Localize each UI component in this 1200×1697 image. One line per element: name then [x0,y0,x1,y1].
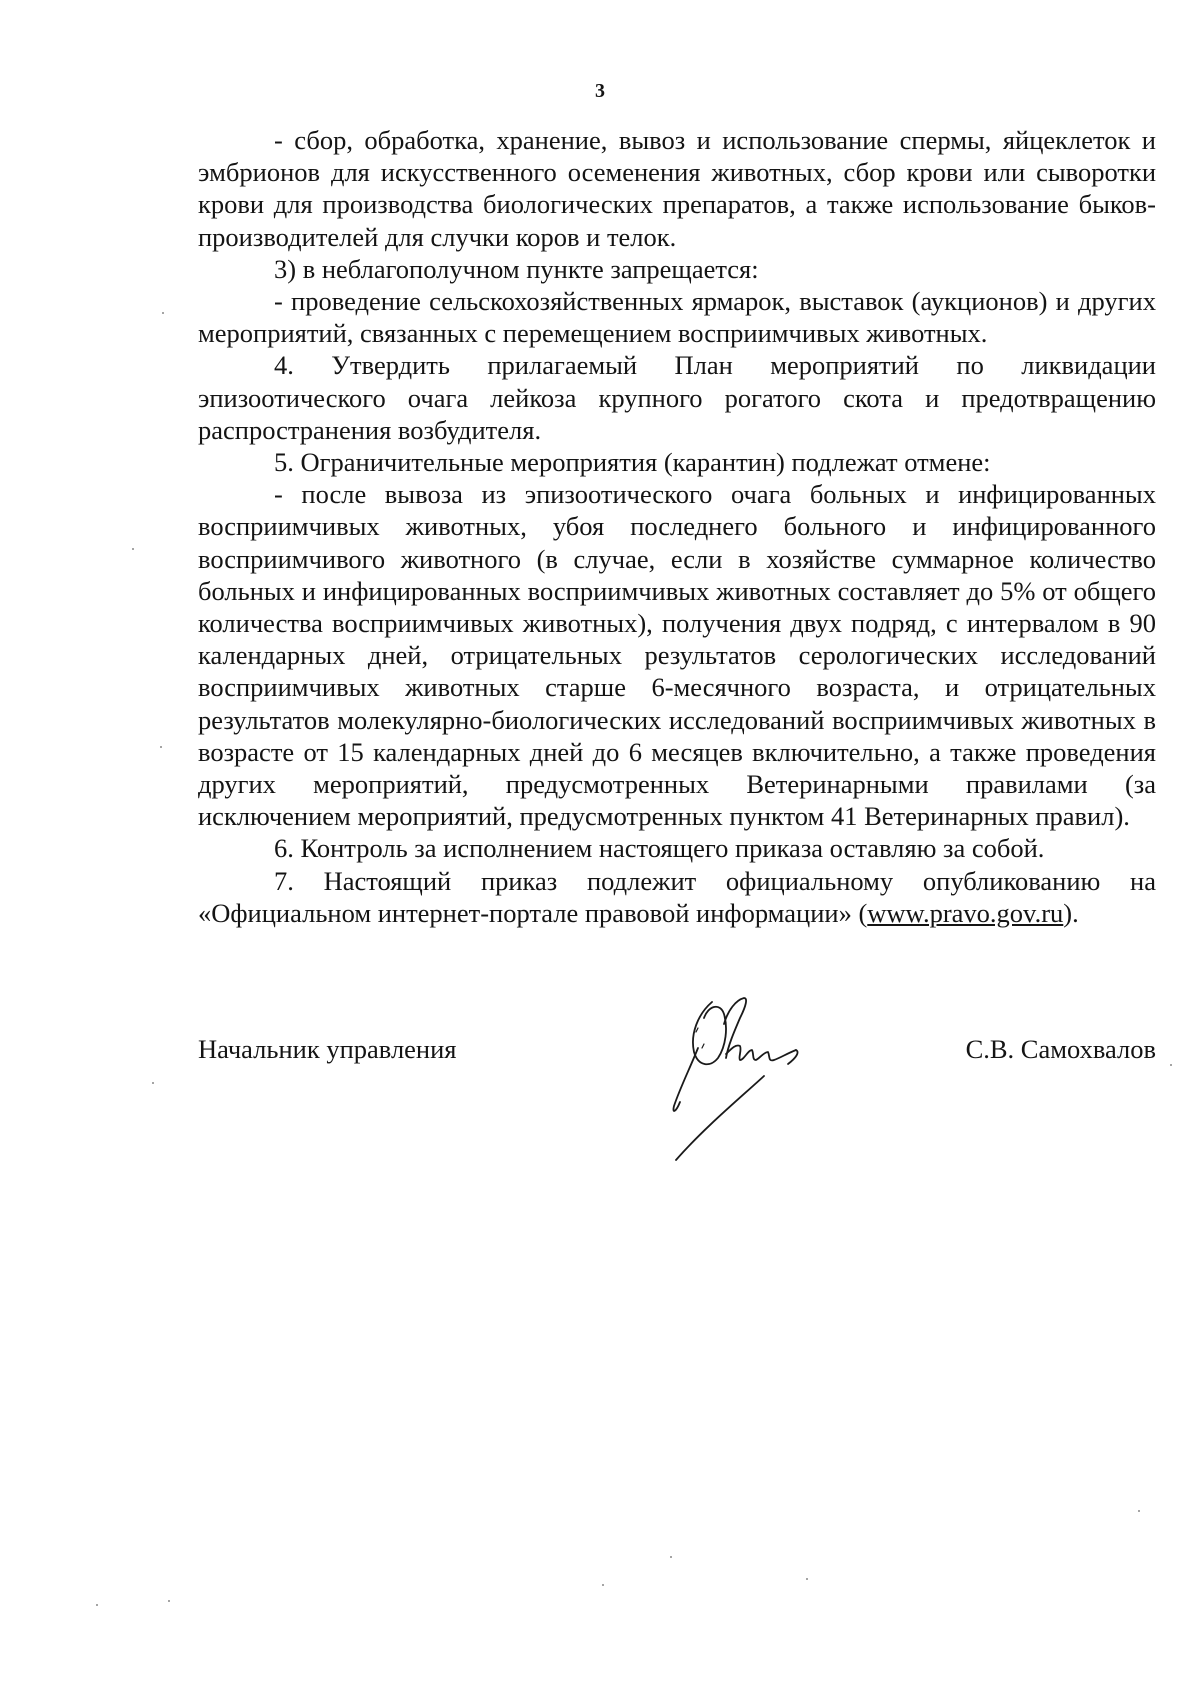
publication-closing: ). [1063,897,1079,928]
publication-text: 7. Настоящий приказ подлежит официальному опубликованию на «Официальном интернет-портале правовой информации» ( [198,865,1156,928]
scan-speck [806,1578,808,1580]
paragraph-semen-collection: - сбор, обработка, хранение, вывоз и использование спермы, яйцеклеток и эмбрионов для искусственного осеменения животных, сбор крови или сыворотки крови для производства биологических препаратов, а также использование быков-производителей для случки коров и телок. [198,125,1156,252]
scan-speck [602,1584,604,1586]
scan-speck [1138,1510,1140,1512]
publication-link[interactable]: www.pravo.gov.ru [867,897,1064,928]
scan-speck [1170,1064,1172,1066]
scan-speck [152,1082,154,1084]
signer-name: С.В. Самохвалов [965,1034,1156,1064]
paragraph-approve-plan: 4. Утвердить прилагаемый План мероприятий по ликвидации эпизоотического очага лейкоза крупного рогатого скота и предотвращению распространения возбудителя. [198,350,1156,445]
signer-title: Начальник управления [198,1034,457,1064]
document-body [198,124,1156,929]
handwritten-signature [668,988,828,1164]
paragraph-quarantine-conditions: - после вывоза из эпизоотического очага больных и инфицированных восприимчивых животных, убоя последнего больного и инфицированного восприимчивого животного (в случае, если в хозяйстве суммарное количество больных и инфицированных восприимчивых животных составляет до 5% от общего количества восприимчивых животных), получения двух подряд, с интервалом в 90 календарных дней, отрицательных результатов серологических исследований восприимчивых животных старше 6-месячного возраста, и отрицательных результатов молекулярно-биологических исследований восприимчивых животных в возрасте от 15 календарных дней до 6 месяцев включительно, а также проведения других мероприятий, предусмотренных Ветеринарными правилами (за исключением мероприятий, предусмотренных пунктом 41 Ветеринарных правил). [198,479,1156,832]
scan-speck [160,746,162,748]
scan-speck [162,312,164,314]
paragraph-publication [198,865,1156,929]
paragraph-control: 6. Контроль за исполнением настоящего приказа оставляю за собой. [274,833,1045,864]
paragraph-quarantine-cancel-heading: 5. Ограничительные мероприятия (карантин) подлежат отмене: [274,447,991,478]
page-number: 3 [595,80,605,102]
scan-speck [132,548,134,550]
scan-speck [168,1600,170,1602]
scan-speck [96,1604,98,1606]
paragraph-fairs-prohibition: - проведение сельскохозяйственных ярмарок, выставок (аукционов) и других мероприятий, связанных с перемещением восприимчивых животных. [198,286,1156,349]
paragraph-prohibited-heading: 3) в неблагополучном пункте запрещается: [274,253,759,284]
scan-speck [670,1556,672,1558]
